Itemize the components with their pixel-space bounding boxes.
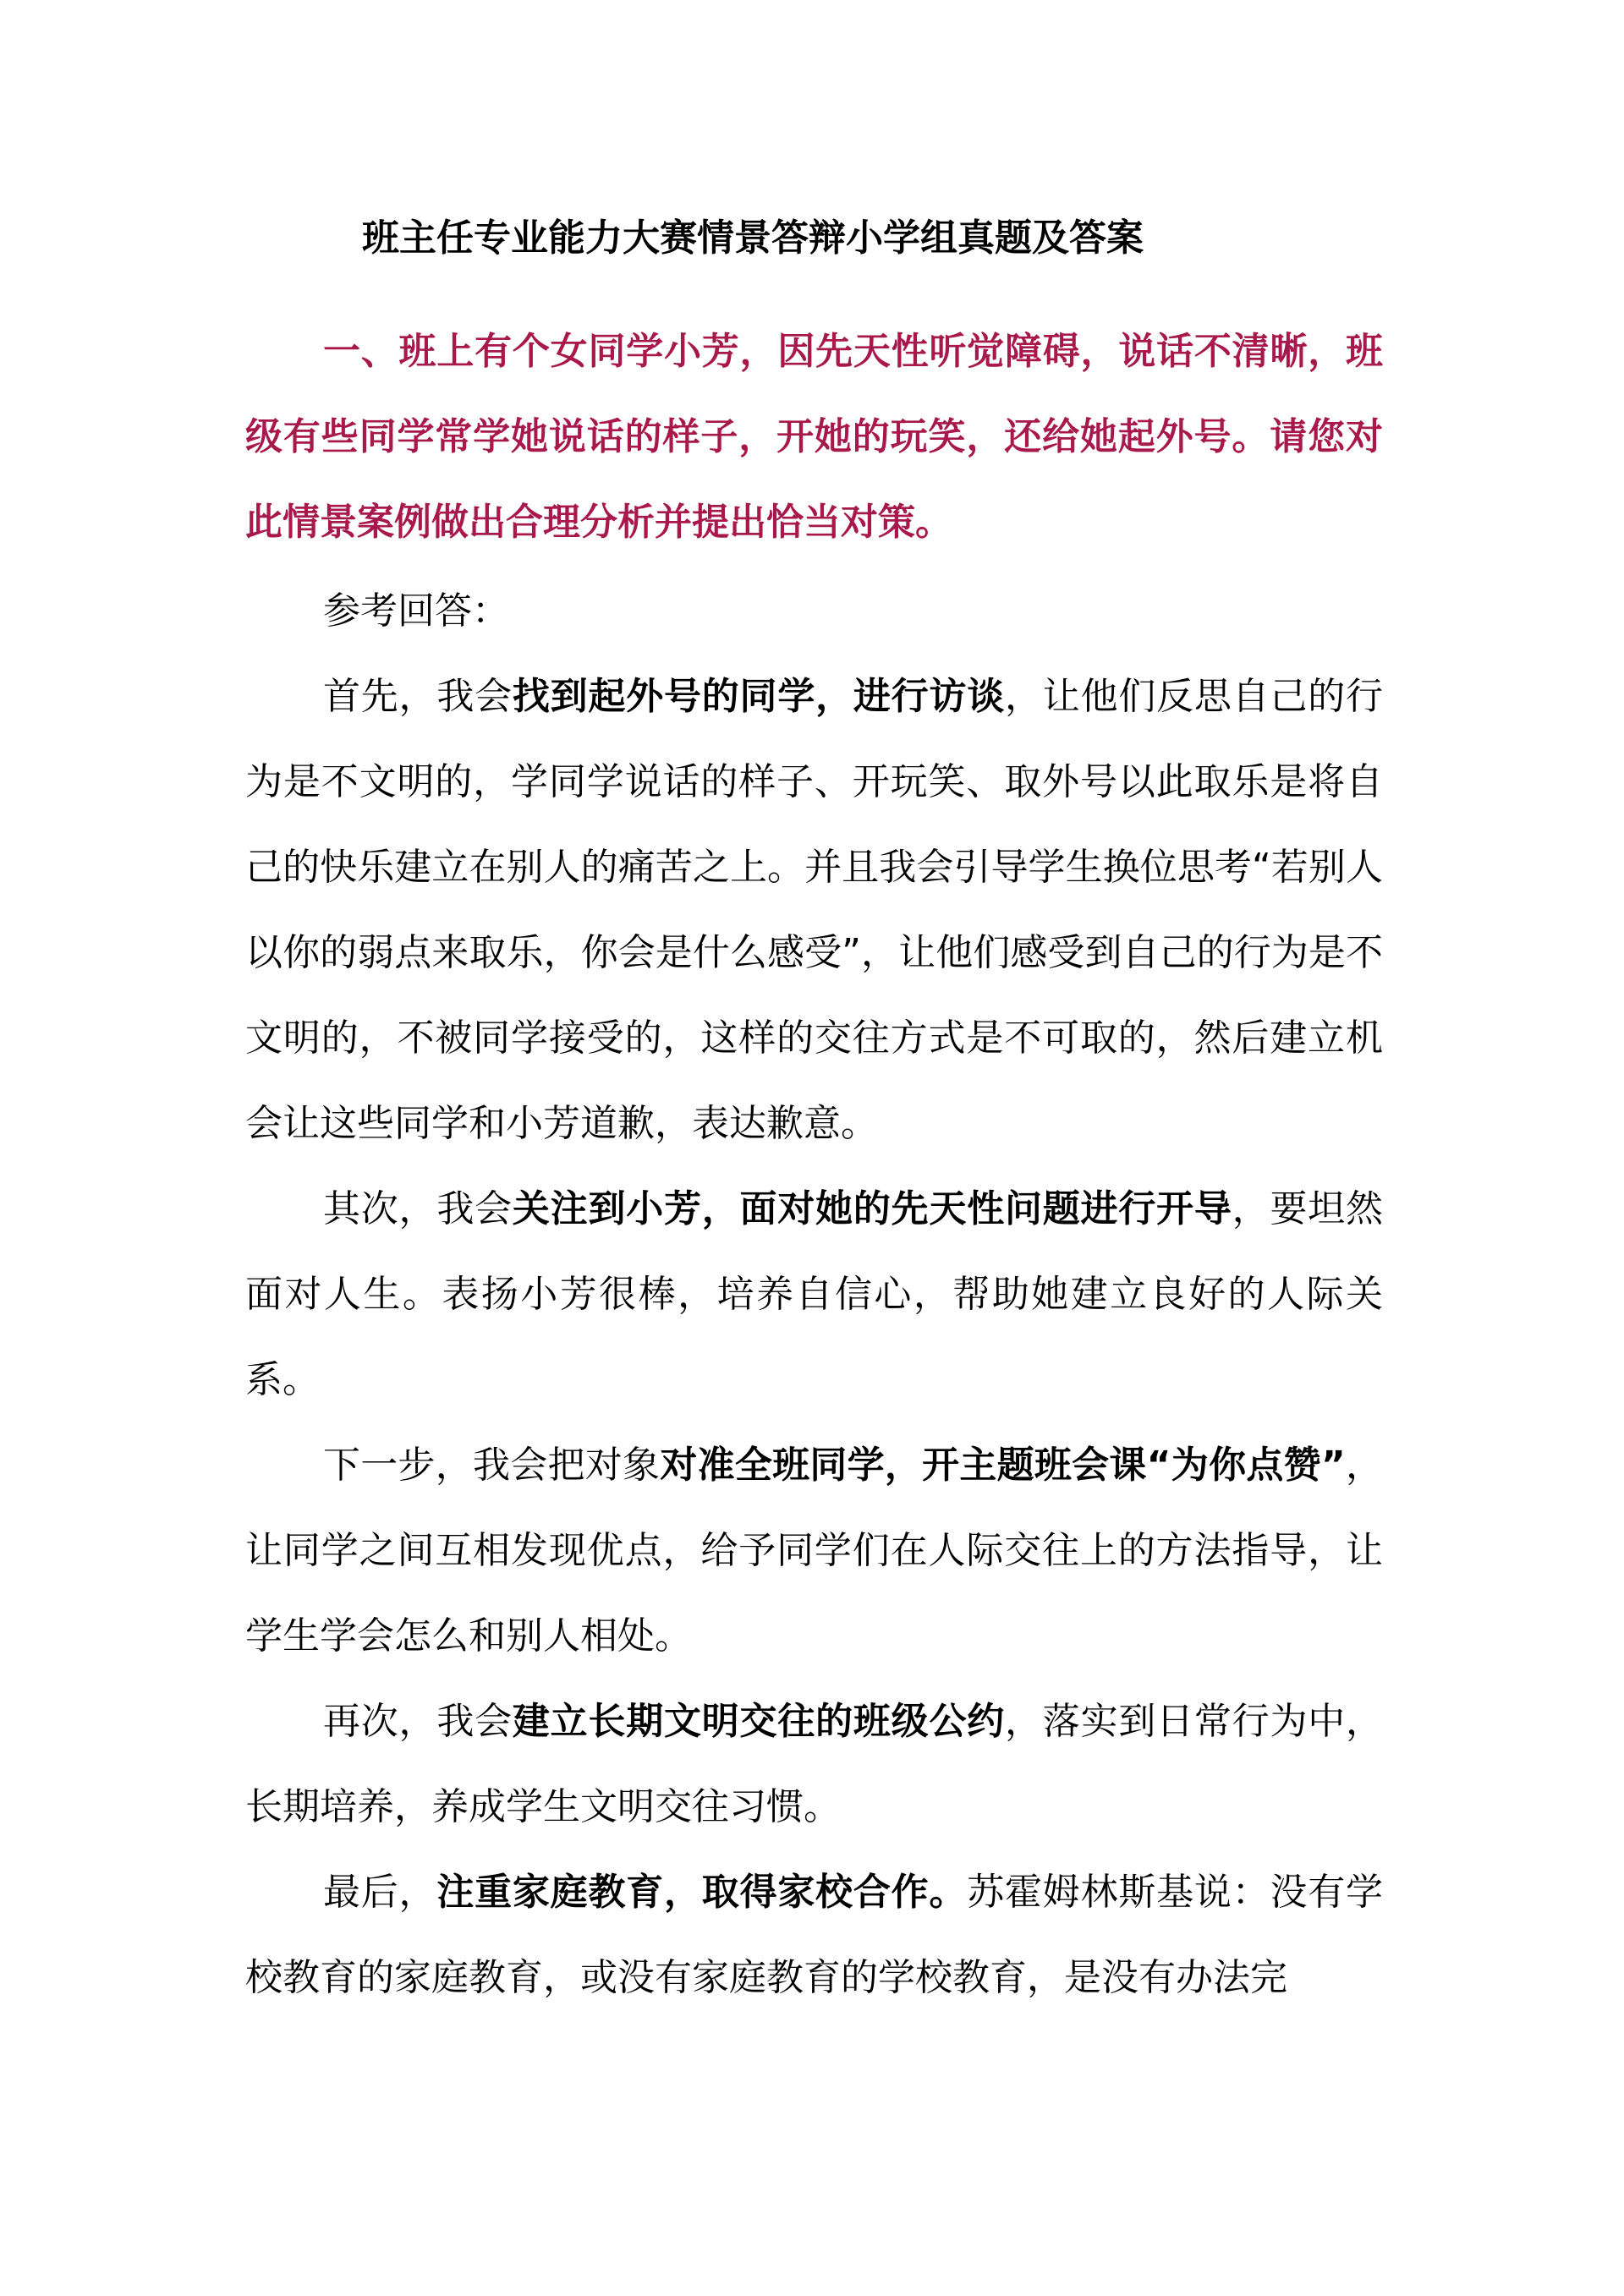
paragraph-5-suffix: 苏霍姆林斯基说：没有学校教育的家庭教育，或没有家庭教育的学校教育，是没有办法完 bbox=[245, 1871, 1384, 1999]
answer-label: 参考回答： bbox=[323, 589, 509, 633]
paragraph-5-emphasis: 注重家庭教育，取得家校合作。 bbox=[436, 1871, 968, 1914]
paragraph-2-suffix: ，要坦然面对人生。表扬小芳很棒，培养自信心，帮助她建立良好的人际关系。 bbox=[245, 1187, 1384, 1401]
document-title: 班主任专业能力大赛情景答辩小学组真题及答案 bbox=[362, 216, 1144, 260]
paragraph-3-prefix: 下一步，我会把对象 bbox=[323, 1444, 661, 1487]
paragraph-2-emphasis: 关注到小芳，面对她的先天性问题进行开导 bbox=[512, 1187, 1232, 1230]
paragraph-3-suffix: ，让同学之间互相发现优点，给予同学们在人际交往上的方法指导，让学生学会怎么和别人相处。 bbox=[245, 1444, 1384, 1658]
paragraph-1-suffix: ，让他们反思自己的行为是不文明的，学同学说话的样子、开玩笑、取外号以此取乐是将自己的快乐建立在别人的痛苦之上。并且我会引导学生换位思考“若别人以你的弱点来取乐，你会是什么感受”，让他们感受到自己的行为是不文明的，不被同学接受的，这样的交往方式是不可取的，然后建立机会让这些同学和小芳道歉，表达歉意。 bbox=[245, 675, 1384, 1145]
paragraph-1-prefix: 首先，我会 bbox=[323, 675, 513, 718]
paragraph-4-prefix: 再次，我会 bbox=[323, 1700, 513, 1743]
paragraph-4-emphasis: 建立长期文明交往的班级公约 bbox=[512, 1700, 1006, 1743]
answer-paragraph-5 bbox=[245, 1849, 1383, 2020]
answer-paragraph-3 bbox=[245, 1422, 1383, 1679]
paragraph-1-emphasis: 找到起外号的同学，进行访谈 bbox=[512, 675, 1006, 718]
paragraph-3-emphasis: 对准全班同学，开主题班会课“为你点赞” bbox=[660, 1444, 1346, 1487]
question-text: 一、班上有个女同学小芳，因先天性听觉障碍，说话不清晰，班级有些同学常学她说话的样子，开她的玩笑，还给她起外号。请您对此情景案例做出合理分析并提出恰当对策。 bbox=[245, 330, 1383, 544]
paragraph-2-prefix: 其次，我会 bbox=[323, 1187, 513, 1230]
paragraph-4-suffix: ，落实到日常行为中，长期培养，养成学生文明交往习惯。 bbox=[245, 1700, 1384, 1828]
answer-paragraph-2 bbox=[245, 1166, 1383, 1422]
answer-paragraph-4 bbox=[245, 1679, 1383, 1849]
answer-paragraph-1 bbox=[245, 654, 1383, 1166]
paragraph-5-prefix: 最后， bbox=[323, 1871, 437, 1914]
